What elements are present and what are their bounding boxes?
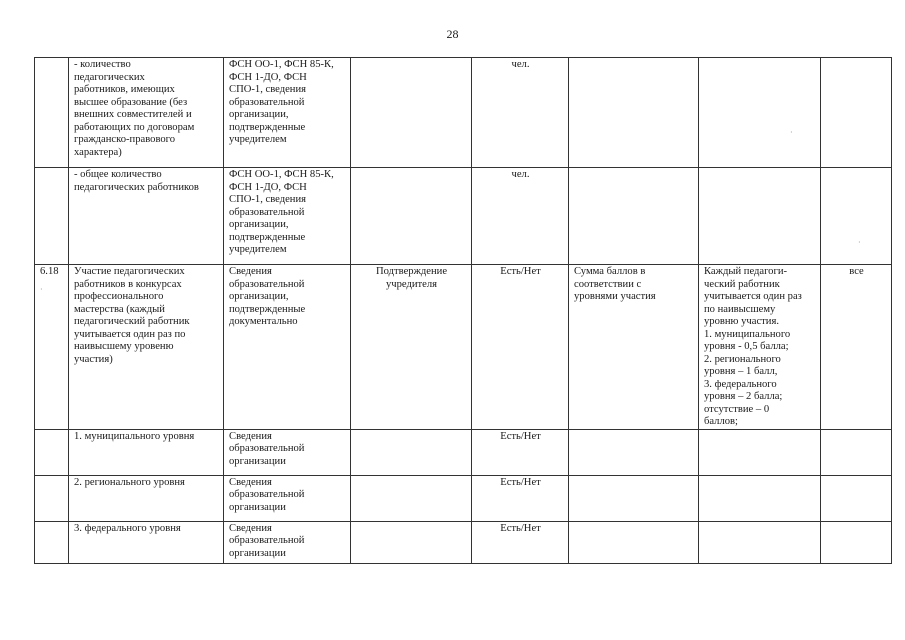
source-cell: ФСН ОО-1, ФСН 85-К, ФСН 1-ДО, ФСН СПО-1, сведения образовательной организации, подтвержденные учредителем <box>224 58 351 168</box>
score-cell <box>699 475 821 521</box>
score-cell <box>699 521 821 563</box>
applicability-cell <box>821 429 892 475</box>
score-cell <box>699 58 821 168</box>
confirmation-cell <box>351 58 472 168</box>
confirmation-cell <box>351 521 472 563</box>
applicability-cell <box>821 521 892 563</box>
scan-speck: · <box>790 128 793 137</box>
table-row <box>35 265 892 430</box>
unit-cell: Есть/Нет <box>472 429 569 475</box>
criteria-table <box>34 57 892 564</box>
indicator-cell: - общее количество педагогических работников <box>69 168 224 265</box>
row-number <box>35 521 69 563</box>
unit-cell: чел. <box>472 168 569 265</box>
applicability-cell <box>821 475 892 521</box>
applicability-cell: все <box>821 265 892 430</box>
source-cell: Сведения образовательной организации <box>224 475 351 521</box>
table-row <box>35 58 892 168</box>
table-row <box>35 168 892 265</box>
indicator-cell: 2. регионального уровня <box>69 475 224 521</box>
score-cell <box>699 429 821 475</box>
indicator-cell: 3. федерального уровня <box>69 521 224 563</box>
score-cell: Каждый педагоги- ческий работник учитывается один раз по наивысшему уровню участия. 1. муниципального уровня - 0,5 балла; 2. регионального уровня – 1 балл, 3. федерального уровня – 2 балла; отсутствие – 0 баллов; <box>699 265 821 430</box>
table-row <box>35 521 892 563</box>
table-row <box>35 475 892 521</box>
source-cell: Сведения образовательной организации, подтвержденные документально <box>224 265 351 430</box>
indicator-cell: - количество педагогических работников, имеющих высшее образование (без внешних совместителей и работающих по договорам гражданско-правового характера) <box>69 58 224 168</box>
row-number <box>35 475 69 521</box>
calculation-cell <box>569 521 699 563</box>
page-number: 28 <box>446 27 459 41</box>
unit-cell: Есть/Нет <box>472 521 569 563</box>
calculation-cell <box>569 58 699 168</box>
confirmation-cell <box>351 429 472 475</box>
unit-cell: Есть/Нет <box>472 475 569 521</box>
unit-cell: чел. <box>472 58 569 168</box>
table-row <box>35 429 892 475</box>
calculation-cell <box>569 168 699 265</box>
row-number: 6.18 <box>35 265 69 430</box>
row-number <box>35 429 69 475</box>
indicator-cell: Участие педагогических работников в конкурсах профессионального мастерства (каждый педагогический работник учитывается один раз по наивысшему уровеню участия) <box>69 265 224 430</box>
row-number <box>35 168 69 265</box>
score-cell <box>699 168 821 265</box>
source-cell: Сведения образовательной организации <box>224 521 351 563</box>
calculation-cell: Сумма баллов в соответствии с уровнями участия <box>569 265 699 430</box>
scan-speck: · <box>858 238 861 247</box>
row-number <box>35 58 69 168</box>
confirmation-cell: Подтверждение учредителя <box>351 265 472 430</box>
confirmation-cell <box>351 168 472 265</box>
applicability-cell <box>821 168 892 265</box>
indicator-cell: 1. муниципального уровня <box>69 429 224 475</box>
source-cell: ФСН ОО-1, ФСН 85-К, ФСН 1-ДО, ФСН СПО-1, сведения образовательной организации, подтвержденные учредителем <box>224 168 351 265</box>
calculation-cell <box>569 429 699 475</box>
applicability-cell <box>821 58 892 168</box>
calculation-cell <box>569 475 699 521</box>
confirmation-cell <box>351 475 472 521</box>
source-cell: Сведения образовательной организации <box>224 429 351 475</box>
scan-speck: · <box>40 285 43 294</box>
unit-cell: Есть/Нет <box>472 265 569 430</box>
